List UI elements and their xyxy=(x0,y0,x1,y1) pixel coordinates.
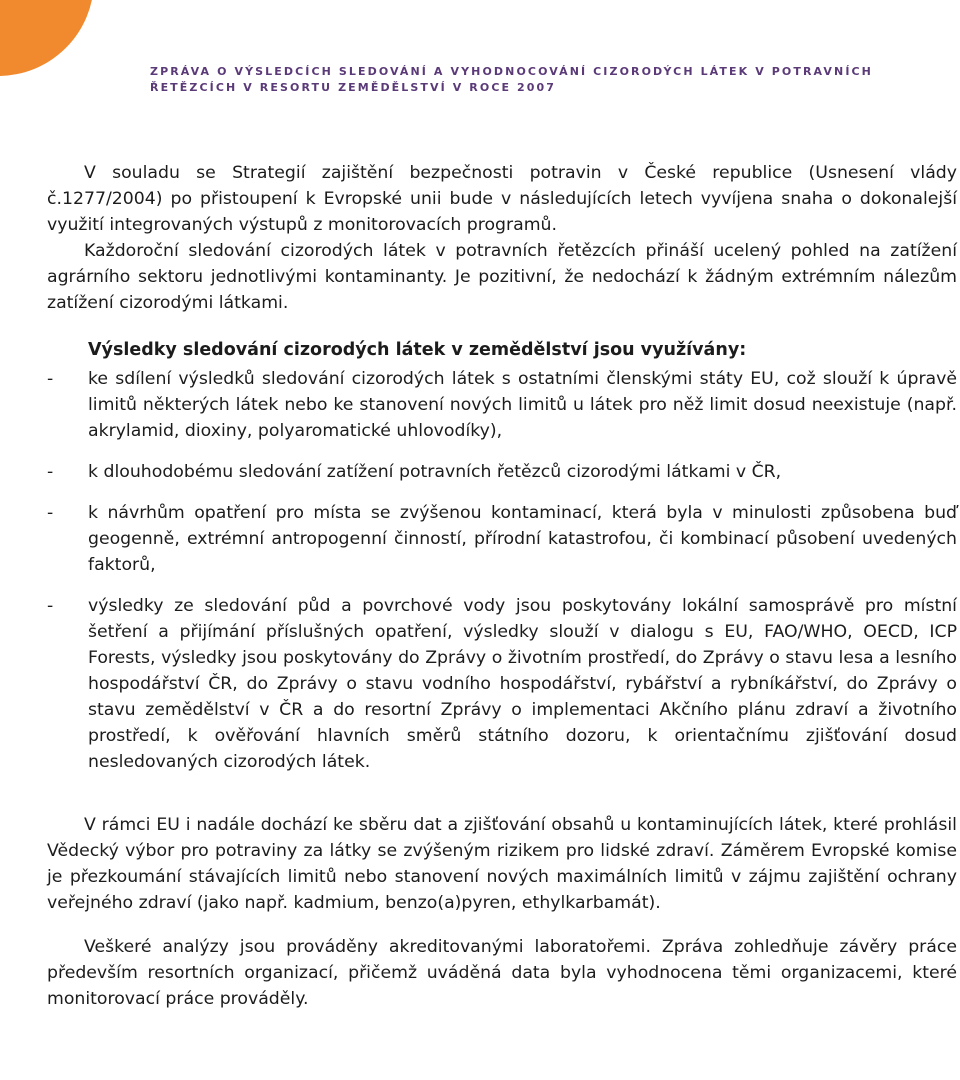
list-item-text: výsledky ze sledování půd a povrchové vody jsou poskytovány lokální samosprávě pro místní šetření a přijímání příslušných opatření, výsledky slouží v dialogu s EU, FAO/WHO, OECD, ICP Forests, výsledky jsou poskytovány do Zprávy o životním prostředí, do Zprávy o stavu lesa a lesního hospodářství ČR, do Zprávy o stavu vodního hospodářství, rybářství a rybníkářství, do Zprávy o stavu zemědělství v ČR a do resortní Zprávy o implementaci Akčního plánu zdraví a životního prostředí, k ověřování hlavních směrů státního dozoru, k orientačnímu zjišťování dosud nesledovaných cizorodých látek. xyxy=(88,596,957,772)
list-item xyxy=(47,593,957,775)
list-dash: - xyxy=(47,462,54,482)
list-item-text: k návrhům opatření pro místa se zvýšenou kontaminací, která byla v minulosti způsobena buď geogenně, extrémní antropogenní činností, přírodní katastrofou, či kombinací působení uvedených faktorů, xyxy=(88,503,957,575)
list-dash: - xyxy=(47,369,54,389)
eu-paragraph: V rámci EU i nadále dochází ke sběru dat a zjišťování obsahů u kontaminujících látek, které prohlásil Vědecký výbor pro potraviny za látky se zvýšeným rizikem pro lidské zdraví. Záměrem Evropské komise je přezkoumání stávajících limitů nebo stanovení nových maximálních limitů v zájmu zajištění ochrany veřejného zdraví (jako např. kadmium, benzo(a)pyren, ethylkarbamát). xyxy=(47,815,957,913)
document-body xyxy=(47,160,957,1012)
results-heading: Výsledky sledování cizorodých látek v zemědělství jsou využívány: xyxy=(88,340,747,360)
list-item-text: ke sdílení výsledků sledování cizorodých látek s ostatními členskými státy EU, což slouží k úpravě limitů některých látek nebo ke stanovení nových limitů u látek pro něž limit dosud neexistuje (např. akrylamid, dioxiny, polyaromatické uhlovodíky), xyxy=(88,369,957,441)
list-item xyxy=(47,366,957,444)
laboratory-paragraph: Veškeré analýzy jsou prováděny akreditovanými laboratořemi. Zpráva zohledňuje závěry práce především resortních organizací, přičemž uváděná data byla vyhodnocena těmi organizacemi, které monitorovací práce prováděly. xyxy=(47,937,957,1009)
results-list xyxy=(47,366,957,775)
list-item xyxy=(47,459,957,485)
list-item-text: k dlouhodobému sledování zatížení potravních řetězců cizorodými látkami v ČR, xyxy=(88,462,782,482)
intro-paragraph-2: Každoroční sledování cizorodých látek v potravních řetězcích přináší ucelený pohled na zatížení agrárního sektoru jednotlivými kontaminanty. Je pozitivní, že nedochází k žádným extrémním nálezům zatížení cizorodými látkami. xyxy=(47,241,957,313)
running-header-line-2: ŘETĚZCÍCH V RESORTU ZEMĚDĚLSTVÍ V ROCE 2007 xyxy=(150,81,557,94)
page-number: 6 xyxy=(44,63,54,79)
running-header-line-1: ZPRÁVA O VÝSLEDCÍCH SLEDOVÁNÍ A VYHODNOCOVÁNÍ CIZORODÝCH LÁTEK V POTRAVNÍCH xyxy=(150,65,873,78)
list-dash: - xyxy=(47,596,54,616)
list-item xyxy=(47,500,957,578)
running-header xyxy=(150,64,873,96)
list-dash: - xyxy=(47,503,54,523)
intro-paragraph-1: V souladu se Strategií zajištění bezpečnosti potravin v České republice (Usnesení vlády č.1277/2004) po přistoupení k Evropské unii bude v následujících letech vyvíjena snaha o dokonalejší využití integrovaných výstupů z monitorovacích programů. xyxy=(47,163,957,235)
